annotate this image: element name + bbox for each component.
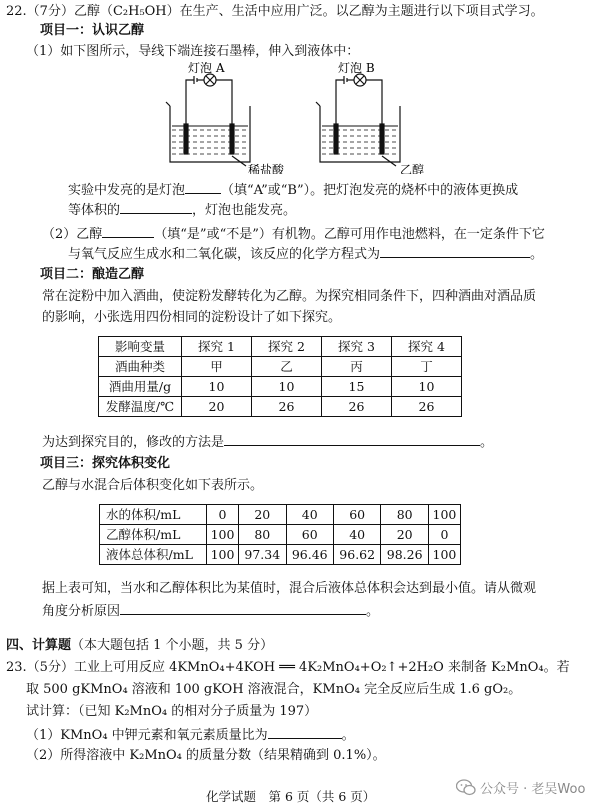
p2-fix <box>42 432 493 452</box>
table-cell: 100 <box>207 525 239 545</box>
table-header: 探究 1 <box>182 337 252 357</box>
wechat-icon <box>456 779 476 800</box>
page-footer: 化学试题 第 6 页（共 6 页） <box>206 789 376 804</box>
p1-q1-line2-b: ，灯泡也能发亮。 <box>192 203 297 218</box>
table-row <box>100 525 461 545</box>
table-cell: 液体总体积/mL <box>100 545 207 565</box>
period: 。 <box>341 728 355 743</box>
liquid-b-label: 乙醇 <box>400 163 425 174</box>
p1-q2-line2 <box>68 244 543 264</box>
answer-blank-equation[interactable] <box>380 244 530 258</box>
table-cell: 60 <box>333 505 380 525</box>
p2-fix-text: 为达到探究目的，修改的方法是 <box>42 435 225 450</box>
table-row <box>100 505 461 525</box>
section4-title: 四、计算题 <box>6 638 72 653</box>
table-cell: 80 <box>381 505 428 525</box>
p2-text1: 常在淀粉中加入酒曲，使淀粉发酵转化为乙醇。为探究相同条件下，四种酒曲对酒品质 <box>42 289 537 304</box>
table-cell: 发酵温度/℃ <box>99 397 182 417</box>
table-cell: 96.62 <box>333 545 380 565</box>
p1-q1-line1-a: 实验中发亮的是灯泡 <box>68 183 186 198</box>
table-cell: 96.46 <box>286 545 333 565</box>
answer-blank-organic[interactable] <box>102 224 154 238</box>
apparatus-a <box>166 74 250 166</box>
table-row <box>99 377 462 397</box>
table-cell: 60 <box>286 525 333 545</box>
p1-q1-line1 <box>68 180 518 200</box>
table-cell: 0 <box>428 525 460 545</box>
table-row <box>99 397 462 417</box>
table-header: 影响变量 <box>99 337 182 357</box>
q23-line3: 试计算：（已知 K₂MnO₄ 的相对分子质量为 197） <box>26 704 318 719</box>
table-row <box>99 337 462 357</box>
table-cell: 丙 <box>322 357 392 377</box>
project3-title: 项目三：探究体积变化 <box>40 456 171 471</box>
period: 。 <box>366 604 380 619</box>
table-cell: 40 <box>286 505 333 525</box>
table-header: 探究 2 <box>252 337 322 357</box>
p1-q2-line1-a: （2）乙醇 <box>42 227 103 242</box>
table-cell: 20 <box>381 525 428 545</box>
p1-q1-line2 <box>68 200 296 220</box>
answer-blank-fix[interactable] <box>224 432 480 446</box>
p3-text3: 角度分析原因 <box>42 604 121 619</box>
q23-line2: 取 500 gKMnO₄ 溶液和 100 gKOH 溶液混合，KMnO₄ 完全反应后生成 1.6 gO₂。 <box>26 682 522 697</box>
q23-q2: （2）所得溶液中 K₂MnO₄ 的质量分数（结果精确到 0.1%）。 <box>26 748 386 763</box>
section4-heading <box>6 637 273 655</box>
table-cell: 98.26 <box>381 545 428 565</box>
q22-head: 22.（7分）乙醇（C₂H₅OH）在生产、生活中应用广泛。以乙醇为主题进行以下项目式学习。 <box>6 4 544 19</box>
table-cell: 40 <box>333 525 380 545</box>
q23-q1-text: （1）KMnO₄ 中钾元素和氧元素质量比为 <box>26 728 268 743</box>
answer-blank-ratio[interactable] <box>268 725 342 739</box>
project1-title: 项目一：认识乙醇 <box>40 23 145 38</box>
table-cell: 乙 <box>252 357 322 377</box>
table-cell: 15 <box>322 377 392 397</box>
table-row <box>100 545 461 565</box>
section4-sub: （本大题包括 1 个小题，共 5 分） <box>71 638 274 653</box>
answer-blank-reason[interactable] <box>120 601 366 615</box>
p3-text2: 据上表可知，当水和乙醇体积比为某值时，混合后液体总体积会达到最小值。请从微观 <box>42 581 537 596</box>
table-cell: 100 <box>207 545 239 565</box>
period: 。 <box>480 435 494 450</box>
table-cell: 97.34 <box>239 545 286 565</box>
p2-text2: 的影响，小张选用四份相同的淀粉设计了如下探究。 <box>42 310 342 325</box>
volume-table <box>99 504 461 565</box>
p3-line3 <box>42 601 379 621</box>
watermark <box>456 778 585 800</box>
table-cell: 酒曲种类 <box>99 357 182 377</box>
p1-q2-line1 <box>42 224 545 244</box>
table-cell: 甲 <box>182 357 252 377</box>
table-cell: 10 <box>392 377 462 397</box>
liquid-a-label: 稀盐酸 <box>248 163 285 174</box>
p1-q1-line1-b: （填“A”或“B”）。把灯泡发亮的烧杯中的液体更换成 <box>221 183 519 198</box>
bulb-a-label: 灯泡 A <box>188 62 225 75</box>
table-cell: 0 <box>207 505 239 525</box>
q23-line1: 23.（5分）工业上可用反应 4KMnO₄+4KOH ══ 4K₂MnO₄+O₂↑+2H₂O 来制备 K₂MnO₄。若 <box>6 660 570 675</box>
watermark-text: 公众号 · 老吴Woo <box>480 782 586 797</box>
p1-q2-line1-b: （填“是”或“不是”）有机物。乙醇可用作电池燃料，在一定条件下它 <box>154 227 545 242</box>
table-cell: 乙醇体积/mL <box>100 525 207 545</box>
table-row <box>99 357 462 377</box>
table-header: 探究 4 <box>392 337 462 357</box>
table-cell: 20 <box>182 397 252 417</box>
apparatus-b <box>316 74 400 166</box>
p1-q1-line2-a: 等体积的 <box>68 203 121 218</box>
bulb-b-label: 灯泡 B <box>338 62 375 75</box>
table-cell: 100 <box>428 505 460 525</box>
table-cell: 80 <box>239 525 286 545</box>
answer-blank-bulb[interactable] <box>185 180 221 194</box>
table-cell: 100 <box>428 545 460 565</box>
table-cell: 26 <box>322 397 392 417</box>
period: 。 <box>530 247 544 262</box>
answer-blank-liquid[interactable] <box>120 200 192 214</box>
fermentation-table <box>98 336 462 417</box>
p3-text: 乙醇与水混合后体积变化如下表所示。 <box>42 478 264 493</box>
table-cell: 丁 <box>392 357 462 377</box>
table-cell: 26 <box>252 397 322 417</box>
q23-q1 <box>26 725 355 745</box>
table-cell: 酒曲用量/g <box>99 377 182 397</box>
table-cell: 10 <box>252 377 322 397</box>
table-cell: 水的体积/mL <box>100 505 207 525</box>
table-cell: 20 <box>239 505 286 525</box>
table-cell: 26 <box>392 397 462 417</box>
p1-q2-line2-text: 与氧气反应生成水和二氧化碳，该反应的化学方程式为 <box>68 247 381 262</box>
table-cell: 10 <box>182 377 252 397</box>
table-header: 探究 3 <box>322 337 392 357</box>
project2-title: 项目二：酿造乙醇 <box>40 267 145 282</box>
apparatus-figure <box>150 62 450 174</box>
p1-q1: （1）如下图所示，导线下端连接石墨棒，伸入到液体中： <box>26 44 360 59</box>
